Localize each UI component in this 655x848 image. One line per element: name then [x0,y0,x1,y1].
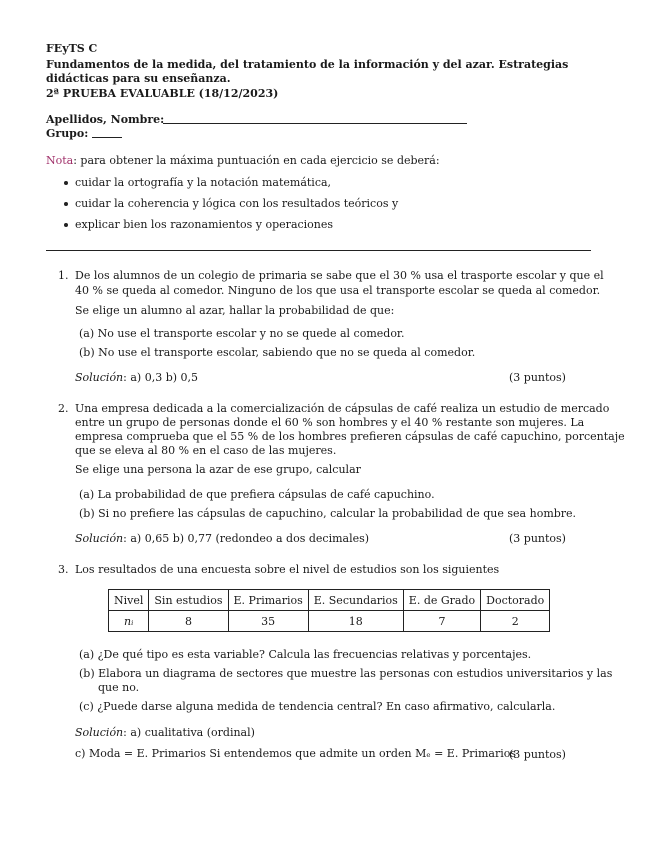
table-header-cell: Doctorado [481,590,550,611]
group-label: Grupo: [46,127,89,140]
q1-part-b: (b) No use el transporte escolar, sabiendo que no se queda al comedor. [79,346,476,359]
q2-prompt: Se elige una persona la azar de ese grupo, calcular [75,463,361,476]
section-divider [46,250,591,251]
q3-solution-c: c) Moda = E. Primarios Si entendemos que admite un orden Mₑ = E. Primarios [75,747,517,760]
note-bullet-2: cuidar la coherencia y lógica con los resultados teóricos y [75,197,399,210]
name-blank-line[interactable] [163,123,467,124]
table-header-cell: E. Secundarios [308,590,403,611]
note-label: Nota [46,154,74,167]
exam-title: 2ª PRUEBA EVALUABLE (18/12/2023) [46,87,279,100]
q3-part-b-line1: (b) Elabora un diagrama de sectores que muestre las personas con estudios universitarios y las [79,667,613,680]
table-cell: 8 [149,611,228,632]
q2-solution [75,532,369,546]
table-cell: 35 [228,611,308,632]
q1-prompt: Se elige un alumno al azar, hallar la probabilidad de que: [75,304,395,317]
bullet-icon [64,223,68,227]
q3-line1: Los resultados de una encuesta sobre el nivel de estudios son los siguientes [75,563,500,576]
note-bullet-3: explicar bien los razonamientos y operaciones [75,218,334,231]
q2-line4: que se eleva al 80 % en el caso de las mujeres. [75,444,337,457]
q2-line3: empresa comprueba que el 55 % de los hombres prefieren cápsulas de café capuchino, porcentaje [75,430,625,443]
table-header-cell: Nivel [109,590,149,611]
table-header-cell: Sin estudios [149,590,228,611]
note-text: : para obtener la máxima puntuación en cada ejercicio se deberá: [73,154,440,167]
q2-solution-label: Solución [75,532,124,545]
table-cell: 7 [403,611,480,632]
q1-number: 1. [58,269,69,282]
course-title-line2: didácticas para su enseñanza. [46,72,231,85]
group-blank-line[interactable] [92,137,122,138]
note-bullet-1: cuidar la ortografía y la notación matemática, [75,176,332,189]
q3-solution-text: : a) cualitativa (ordinal) [123,726,255,739]
table-header-cell: E. de Grado [403,590,480,611]
q1-line2: 40 % se queda al comedor. Ninguno de los que usa el transporte escolar se queda al comedor. [75,284,601,297]
q1-line1: De los alumnos de un colegio de primaria se sabe que el 30 % usa el trasporte escolar y que el [75,269,604,282]
q2-line2: entre un grupo de personas donde el 60 % son hombres y el 40 % restante son mujeres. La [75,416,585,429]
q2-line1: Una empresa dedicada a la comercialización de cápsulas de café realiza un estudio de mercado [75,402,610,415]
table-header-row [109,590,550,611]
course-title-line1: Fundamentos de la medida, del tratamiento de la información y del azar. Estrategias [46,58,569,71]
bullet-icon [64,202,68,206]
q3-part-b-line2: que no. [98,681,140,694]
q3-part-c: (c) ¿Puede darse alguna medida de tendencia central? En caso afirmativo, calcularla. [79,700,556,713]
q1-solution [75,371,198,385]
education-level-table [108,589,550,632]
course-code: FEyTS C [46,42,98,55]
q1-solution-text: : a) 0,3 b) 0,5 [123,371,199,384]
q2-number: 2. [58,402,69,415]
q3-points: (3 puntos) [509,748,566,761]
q2-solution-text: : a) 0,65 b) 0,77 (redondeo a dos decimales) [123,532,370,545]
table-cell: 18 [308,611,403,632]
bullet-icon [64,181,68,185]
name-label: Apellidos, Nombre: [46,113,165,126]
table-cell: 2 [481,611,550,632]
table-row-label: nᵢ [109,611,149,632]
q3-part-a: (a) ¿De qué tipo es esta variable? Calcula las frecuencias relativas y porcentajes. [79,648,532,661]
note-intro [46,154,440,168]
q2-points: (3 puntos) [509,532,566,545]
q1-solution-label: Solución [75,371,124,384]
table-header-cell: E. Primarios [228,590,308,611]
q3-solution [75,726,255,740]
q2-part-a: (a) La probabilidad de que prefiera cápsulas de café capuchino. [79,488,435,501]
q1-points: (3 puntos) [509,371,566,384]
q3-number: 3. [58,563,69,576]
q1-part-a: (a) No use el transporte escolar y no se quede al comedor. [79,327,405,340]
q3-solution-label: Solución [75,726,124,739]
table-row [109,611,550,632]
q2-part-b: (b) Si no prefiere las cápsulas de capuchino, calcular la probabilidad de que sea hombre. [79,507,577,520]
